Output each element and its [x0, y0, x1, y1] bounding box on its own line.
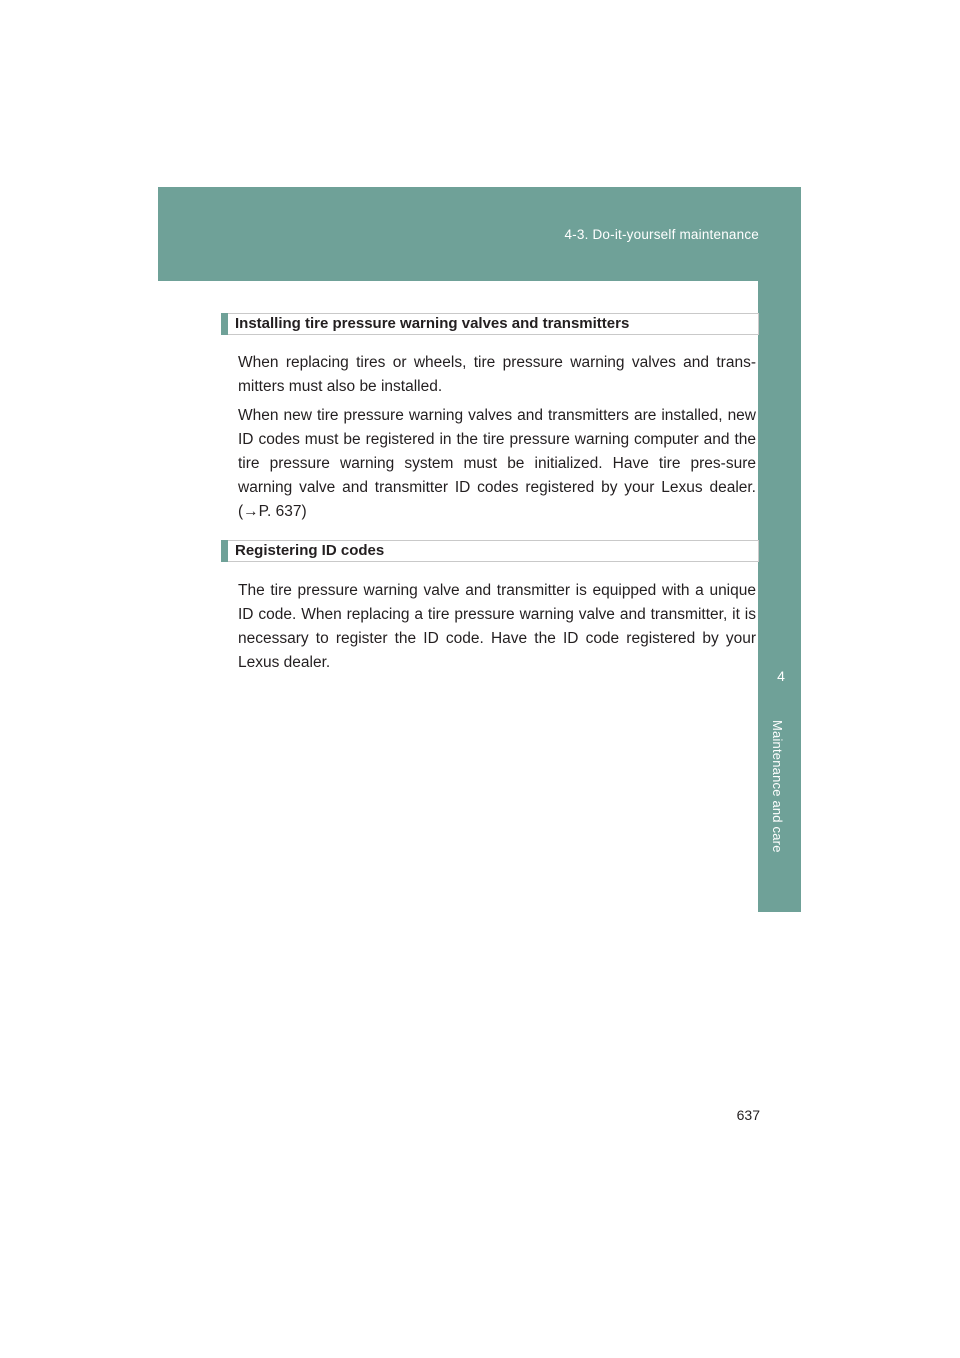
heading-accent-bar	[221, 313, 228, 335]
chapter-title: Maintenance and care	[770, 720, 785, 853]
heading-title: Installing tire pressure warning valves and transmitters	[235, 315, 630, 332]
heading-installing-valves	[221, 313, 759, 335]
paragraph: When new tire pressure warning valves and transmitters are installed, new ID codes must be registered in the tire pressure warning computer and the tire pressure warning system must be initialized. Have tire pres-sure warning valve and transmitter ID codes registered by your Lexus dealer. (→P. 637)	[238, 407, 756, 520]
paragraph: When replacing tires or wheels, tire pressure warning valves and trans-mitters must also be installed.	[238, 354, 756, 395]
section-title: 4-3. Do-it-yourself maintenance	[564, 227, 759, 242]
page-number: 637	[736, 1107, 760, 1123]
heading-registering-id-codes	[221, 540, 759, 562]
header-band	[158, 187, 801, 281]
heading-accent-bar	[221, 540, 228, 562]
chapter-number: 4	[777, 668, 785, 684]
heading-title: Registering ID codes	[235, 542, 385, 559]
paragraph: The tire pressure warning valve and transmitter is equipped with a unique ID code. When replacing a tire pressure warning valve and transmitter, it is necessary to register the ID code. Have the ID code registered by your Lexus dealer.	[238, 582, 756, 671]
